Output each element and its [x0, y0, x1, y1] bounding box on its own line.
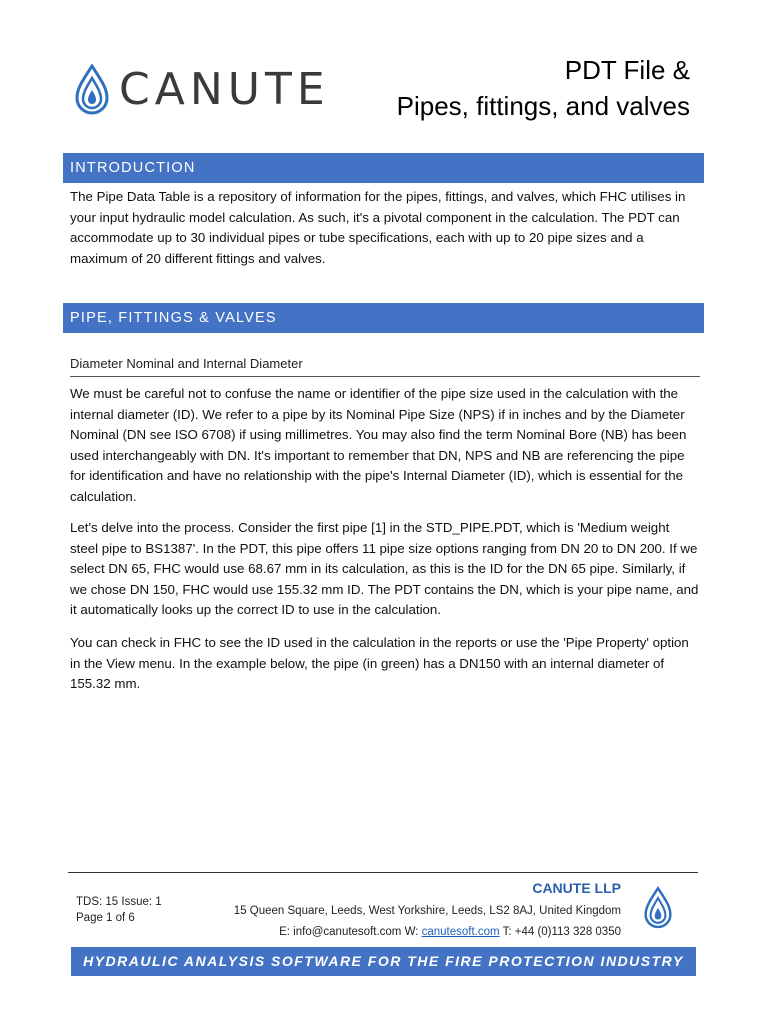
footer-water-drop-icon [644, 886, 672, 930]
footer-company-name: CANUTE LLP [532, 880, 621, 896]
footer-phone: T: +44 (0)113 328 0350 [499, 926, 621, 938]
introduction-paragraph: The Pipe Data Table is a repository of information for the pipes, fittings, and valves, which FHC utilises in your input hydraulic model calculation. As such, it's a pivotal component in the calculation. The PDT can accommodate up to 30 individual pipes or tube specifications, each with up to 20 pipe sizes and a maximum of 20 different fittings and valves. [70, 189, 686, 266]
diameter-subheading: Diameter Nominal and Internal Diameter [70, 356, 700, 377]
body-paragraph-3: You can check in FHC to see the ID used in the calculation in the reports or use the 'Pipe Property' option in the View menu. In the example below, the pipe (in green) has a DN150 with an internal diameter of 155.32 mm. [70, 635, 689, 692]
document-title [397, 52, 690, 124]
website-link[interactable]: canutesoft.com [421, 926, 500, 938]
title-line-2: Pipes, fittings, and valves [396, 91, 690, 121]
footer-contact [279, 926, 621, 938]
body-paragraph-1: We must be careful not to confuse the name or identifier of the pipe size used in the calculation with the internal diameter (ID). We refer to a pipe by its Nominal Pipe Size (NPS) if in inches and by the Diameter Nominal (DN see ISO 6708) if using millimetres. You may also find the term Nominal Bore (NB) has been used interchangeably with DN. It's important to remember that DN, NPS and NB are referencing the pipe for identification and have no relationship with the pipe's Internal Diameter (ID), which is essential for the calculation. [70, 386, 687, 504]
footer-email: E: info@canutesoft.com W: [279, 926, 422, 938]
footer-address: 15 Queen Square, Leeds, West Yorkshire, Leeds, LS2 8AJ, United Kingdom [233, 905, 621, 917]
page-number: Page 1 of 6 [76, 911, 135, 924]
title-line-1: PDT File & [564, 55, 690, 85]
footer-doc-info [76, 895, 162, 926]
footer-divider [68, 872, 698, 873]
canute-logo [75, 62, 330, 118]
tds-issue: TDS: 15 Issue: 1 [76, 896, 162, 908]
introduction-heading: INTRODUCTION [63, 153, 704, 183]
body-paragraph-2: Let's delve into the process. Consider the first pipe [1] in the STD_PIPE.PDT, which is 'Medium weight steel pipe to BS1387'. In the PDT, this pipe offers 11 pipe size options ranging from DN 20 to DN 200. If we select DN 65, FHC would use 68.67 mm in its calculation, as this is the ID for the DN 65 pipe. Similarly, if we chose DN 150, FHC would use 155.32 mm ID. The PDT contains the DN, which is your pipe name, and it automatically looks up the correct ID to use in the calculation. [70, 520, 699, 618]
footer-tagline: HYDRAULIC ANALYSIS SOFTWARE FOR THE FIRE PROTECTION INDUSTRY [71, 947, 696, 976]
logo-wordmark: CANUTE [119, 64, 330, 115]
pipe-fittings-valves-heading: PIPE, FITTINGS & VALVES [63, 303, 704, 333]
water-drop-logo-icon [75, 64, 109, 116]
